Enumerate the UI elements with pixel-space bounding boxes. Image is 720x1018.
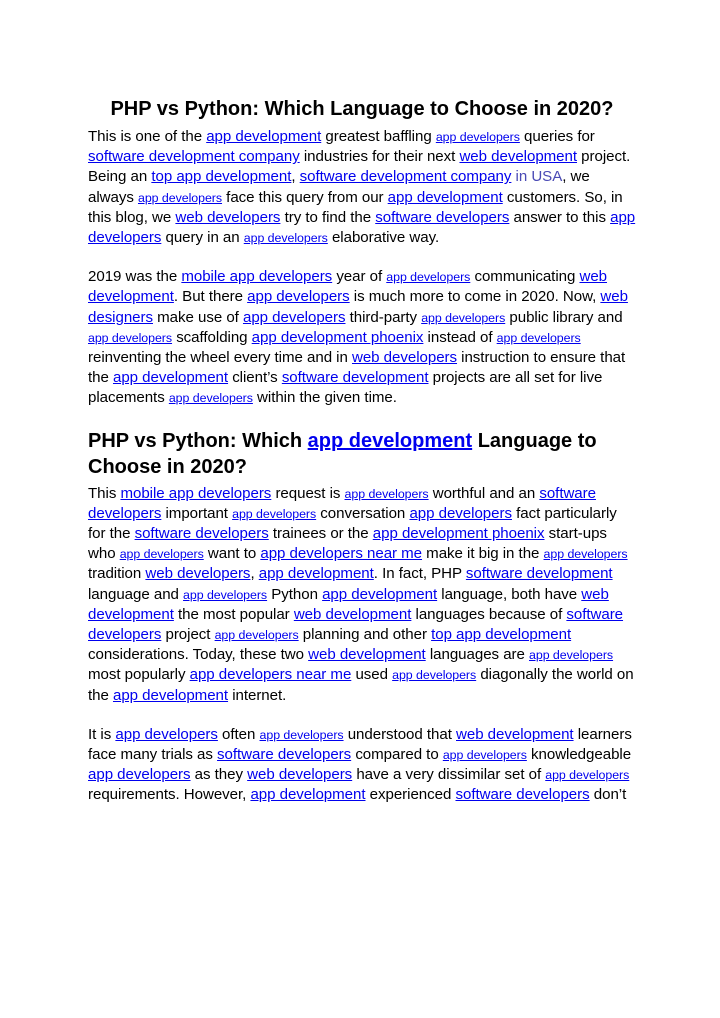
body-text: communicating — [470, 268, 580, 286]
body-text: internet. — [228, 686, 287, 704]
inline-link[interactable]: app developers near me — [260, 545, 423, 563]
inline-link[interactable]: app developers — [409, 504, 512, 522]
inline-link[interactable]: software developers — [134, 525, 269, 543]
inline-link[interactable]: app development — [206, 128, 322, 145]
body-text: language and — [88, 585, 184, 603]
body-text: language, both have — [437, 585, 582, 603]
inline-link[interactable]: mobile app developers — [120, 484, 272, 502]
inline-link[interactable]: app development — [307, 429, 473, 452]
body-text: industries for their next — [299, 148, 460, 166]
inline-link[interactable]: app developers — [496, 330, 581, 345]
inline-link[interactable]: web developers — [145, 565, 251, 583]
inline-link[interactable]: web developers — [351, 349, 458, 367]
inline-link[interactable]: web designers — [88, 288, 628, 326]
section-heading — [88, 428, 636, 480]
body-text: This — [88, 484, 121, 502]
inline-link[interactable]: app developers — [119, 547, 204, 562]
body-text: , — [291, 168, 300, 186]
body-text: projects are all set for live placements — [88, 369, 603, 407]
inline-link[interactable]: mobile app developers — [181, 268, 333, 286]
body-text: want to — [203, 545, 261, 563]
inline-link[interactable]: app developers — [392, 668, 477, 683]
inline-link[interactable]: app development — [322, 585, 438, 603]
inline-link[interactable]: app developers — [543, 547, 628, 562]
body-text: public library and — [505, 308, 623, 326]
body-text: reinventing the wheel every time and in — [88, 349, 352, 367]
body-text: planning and other — [298, 626, 432, 644]
body-text: most popularly — [88, 666, 190, 684]
body-text: answer to this — [509, 208, 611, 226]
inline-link[interactable]: app developers — [168, 391, 253, 406]
body-text: experienced — [365, 786, 456, 804]
inline-link[interactable]: app developers — [247, 288, 350, 306]
paragraph-3 — [88, 484, 636, 706]
paragraph-4 — [88, 725, 636, 806]
body-text: queries for — [519, 128, 595, 145]
body-text: request is — [271, 484, 345, 502]
body-text: third-party — [345, 308, 422, 326]
body-text: year of — [332, 268, 387, 286]
inline-link[interactable]: app development — [258, 565, 374, 583]
body-text: fact particularly for the — [88, 504, 617, 543]
inline-link[interactable]: web development — [88, 585, 609, 623]
body-text: compared to — [351, 746, 443, 764]
body-text: the most popular — [173, 605, 294, 623]
body-text: learners face many trials as — [88, 725, 632, 764]
inline-link[interactable]: app development — [112, 686, 229, 704]
body-text: used — [351, 666, 393, 684]
body-text: diagonally the world on the — [88, 666, 634, 704]
body-text: query in an — [161, 229, 244, 247]
inline-link[interactable]: app developers — [545, 768, 630, 783]
body-text: make it big in the — [422, 545, 544, 563]
inline-link[interactable]: top app development — [431, 626, 572, 644]
inline-link[interactable]: app developers — [442, 748, 527, 763]
body-text: greatest baffling — [321, 128, 436, 145]
paragraph-1 — [88, 127, 636, 248]
body-text: PHP vs Python: Which — [88, 429, 308, 452]
inline-link[interactable]: software developers — [375, 208, 510, 226]
inline-link[interactable]: app developers — [344, 486, 429, 501]
inline-link[interactable]: app developers — [88, 766, 191, 784]
page-title: PHP vs Python: Which Language to Choose in 2020? — [110, 98, 614, 120]
inline-link[interactable]: software developers — [217, 746, 352, 764]
inline-link[interactable]: software developers — [88, 484, 596, 522]
body-text: . In fact, PHP — [373, 565, 466, 583]
body-text: worthful and an — [428, 484, 540, 502]
inline-link[interactable]: app developers — [183, 587, 268, 602]
inline-link[interactable]: web developers — [247, 766, 353, 784]
paragraph-2 — [88, 267, 636, 408]
body-text: don’t — [589, 786, 627, 804]
inline-link[interactable]: app development — [387, 188, 503, 206]
body-text: tradition — [88, 565, 146, 583]
body-text: within the given time. — [252, 389, 397, 407]
body-text: elaborative way. — [327, 229, 440, 247]
body-text: , we always — [88, 168, 590, 206]
body-text: client’s — [228, 369, 282, 387]
inline-link[interactable]: app developers — [529, 648, 614, 663]
inline-link[interactable]: software development company — [299, 168, 512, 186]
inline-link[interactable]: web development — [456, 725, 574, 743]
body-text: knowledgeable — [526, 746, 632, 764]
body-text: instruction to ensure that the — [88, 349, 626, 387]
body-text: is much more to come in 2020. Now, — [349, 288, 601, 306]
inline-link[interactable]: app development phoenix — [251, 328, 424, 346]
inline-link[interactable]: app developers — [259, 727, 344, 742]
inline-link[interactable]: top app development — [151, 168, 292, 186]
inline-link[interactable]: web developers — [175, 208, 281, 226]
inline-link[interactable]: app developers — [435, 130, 520, 144]
inline-link[interactable]: app developers — [115, 725, 218, 743]
inline-link[interactable]: app developers — [88, 208, 636, 247]
body-text: try to find the — [280, 208, 376, 226]
inline-link[interactable]: app developers — [232, 506, 317, 521]
inline-link[interactable]: software development — [281, 369, 429, 387]
body-text: , — [250, 565, 259, 583]
body-text: important — [161, 504, 233, 522]
inline-link[interactable]: app development — [112, 369, 229, 387]
document-page — [88, 96, 636, 825]
location-text: in USA — [511, 168, 563, 186]
body-text: scaffolding — [172, 328, 252, 346]
body-text: as they — [190, 766, 248, 784]
body-text: project — [161, 626, 215, 644]
body-text: face this query from our — [222, 188, 388, 206]
body-text: Python — [267, 585, 323, 603]
inline-link[interactable]: software developers — [455, 786, 590, 804]
inline-link[interactable]: software developers — [88, 605, 624, 644]
inline-link[interactable]: app developers — [242, 308, 346, 326]
inline-link[interactable]: app development — [250, 786, 366, 804]
body-text: Language to Choose in 2020? — [88, 429, 597, 478]
inline-link[interactable]: web development — [308, 646, 426, 664]
inline-link[interactable]: app developers — [137, 190, 223, 205]
body-text: understood that — [343, 725, 456, 743]
body-text: instead of — [423, 328, 497, 346]
body-text: . But there — [173, 288, 248, 306]
body-text: requirements. However, — [88, 786, 251, 804]
inline-link[interactable]: app development phoenix — [372, 525, 545, 543]
inline-link[interactable]: app developers — [214, 628, 299, 643]
body-text: trainees or the — [268, 525, 373, 543]
body-text: This is one of the — [88, 128, 207, 145]
inline-link[interactable]: app developers — [243, 231, 328, 246]
body-text: project. Being an — [88, 148, 631, 186]
inline-link[interactable]: app developers — [421, 310, 506, 325]
inline-link[interactable]: app developers near me — [189, 666, 352, 684]
body-text: often — [217, 725, 260, 743]
inline-link[interactable]: app developers — [88, 330, 173, 345]
body-text: conversation — [316, 504, 410, 522]
inline-link[interactable]: app developers — [386, 270, 471, 285]
body-text: languages because of — [411, 605, 567, 623]
inline-link[interactable]: web development — [459, 148, 578, 166]
inline-link[interactable]: software development company — [88, 148, 300, 166]
body-text: have a very dissimilar set of — [352, 766, 546, 784]
body-text: start-ups who — [88, 525, 607, 563]
body-text: languages are — [425, 646, 530, 664]
inline-link[interactable]: web development — [88, 268, 608, 306]
inline-link[interactable]: software development — [465, 565, 613, 583]
body-text: considerations. Today, these two — [88, 646, 309, 664]
body-text: It is — [88, 725, 116, 743]
body-text: customers. So, in this blog, we — [88, 188, 623, 226]
inline-link[interactable]: web development — [293, 605, 412, 623]
body-text: 2019 was the — [88, 268, 182, 286]
body-text: make use of — [153, 308, 243, 326]
